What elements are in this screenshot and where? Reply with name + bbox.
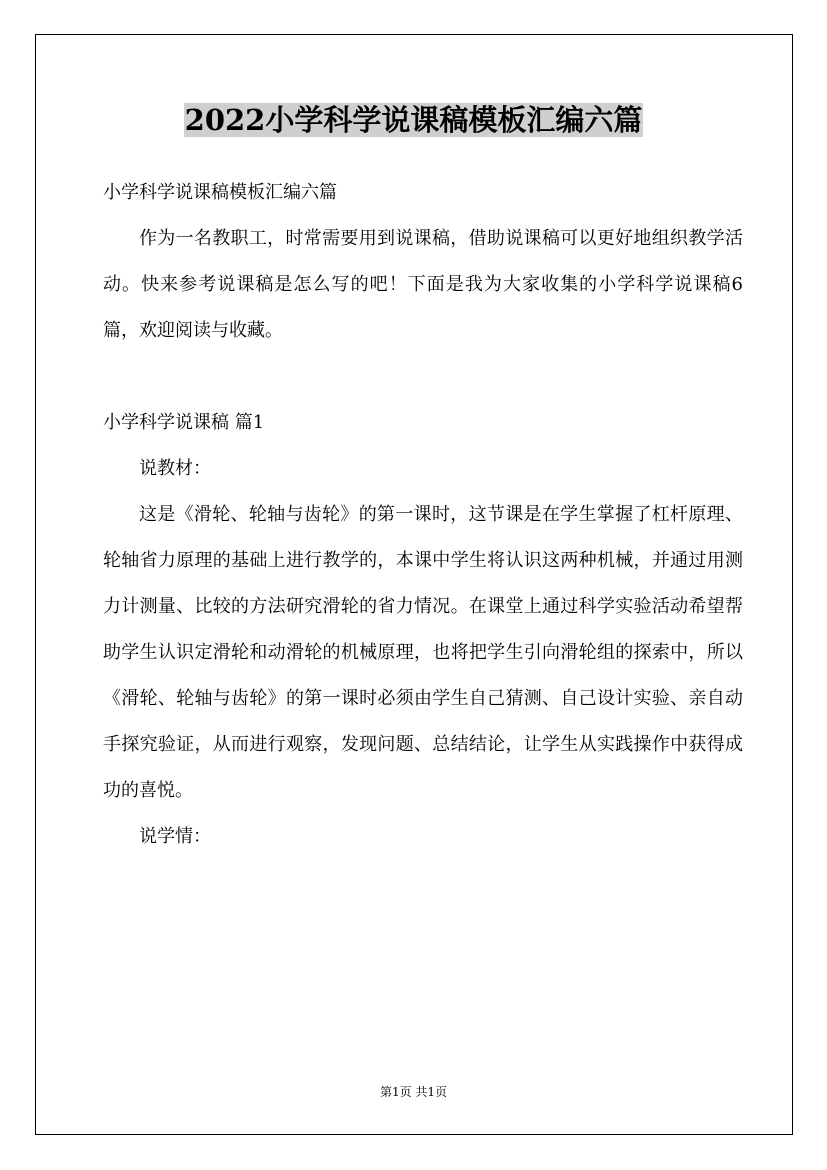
document-title-text: 2022小学科学说课稿模板汇编六篇 (184, 103, 643, 137)
document-subtitle: 小学科学说课稿模板汇编六篇 (103, 182, 337, 203)
blank-line (103, 354, 743, 400)
teaching-material-paragraph: 这是《滑轮、轮轴与齿轮》的第一课时，这节课是在学生掌握了杠杆原理、轮轴省力原理的基础上进行教学的，本课中学生将认识这两种机械，并通过用测力计测量、比较的方法研究滑轮的省力情况。在课堂上通过科学实验活动希望帮助学生认识定滑轮和动滑轮的机械原理，也将把学生引向滑轮组的探索中，所以《滑轮、轮轴与齿轮》的第一课时必须由学生自己猜测、自己设计实验、亲自动手探究验证，从而进行观察，发现问题、总结结论，让学生从实践操作中获得成功的喜悦。 (103, 504, 743, 801)
student-analysis-label: 说学情： (139, 826, 211, 847)
page-footer: 第1页 共1页 (379, 1085, 448, 1099)
document-body (103, 170, 743, 860)
section-heading: 小学科学说课稿 篇1 (103, 412, 265, 433)
intro-paragraph: 作为一名教职工，时常需要用到说课稿，借助说课稿可以更好地组织教学活动。快来参考说课稿是怎么写的吧！下面是我为大家收集的小学科学说课稿6篇，欢迎阅读与收藏。 (103, 228, 743, 341)
document-title (0, 98, 827, 142)
teaching-material-label: 说教材： (139, 458, 211, 479)
